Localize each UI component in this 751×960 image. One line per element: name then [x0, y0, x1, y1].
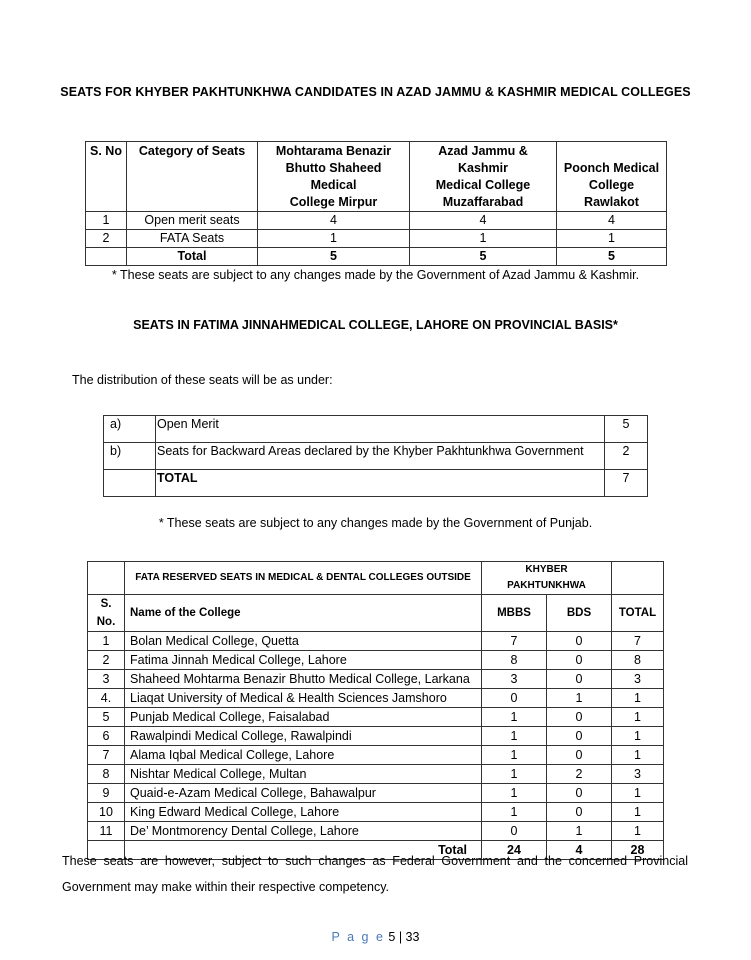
cell-mirpur: 4	[258, 212, 410, 230]
header-mirpur-line2: Bhutto Shaheed Medical	[285, 161, 382, 192]
table-title-right: KHYBER PAKHTUNKHWA	[482, 562, 612, 595]
table-row	[88, 784, 664, 803]
table-row	[88, 727, 664, 746]
cell-sno: 11	[88, 822, 125, 841]
table-row	[88, 822, 664, 841]
total-bds: 4	[547, 841, 612, 860]
cell-bds: 2	[547, 765, 612, 784]
cell-bds: 0	[547, 670, 612, 689]
cell-sno: 7	[88, 746, 125, 765]
cell-mbbs: 8	[482, 651, 547, 670]
page-footer	[0, 930, 751, 944]
cell-total: 7	[612, 632, 664, 651]
header-category: Category of Seats	[127, 142, 258, 212]
cell-rawlakot: 1	[557, 230, 667, 248]
cell-college-name: Rawalpindi Medical College, Rawalpindi	[125, 727, 482, 746]
note-ajk: * These seats are subject to any changes made by the Government of Azad Jammu & Kashmir.	[111, 268, 640, 282]
note-punjab: * These seats are subject to any changes made by the Government of Punjab.	[158, 516, 593, 530]
table-total-row	[86, 248, 667, 266]
cell-total: 1	[612, 746, 664, 765]
page-word: P a g e	[331, 930, 385, 944]
heading-fatima-jinnah: SEATS IN FATIMA JINNAHMEDICAL COLLEGE, LAHORE ON PROVINCIAL BASIS*	[133, 318, 618, 332]
cell-category: FATA Seats	[127, 230, 258, 248]
table-header-row	[86, 142, 667, 212]
cell-bds: 0	[547, 784, 612, 803]
heading-ajk-seats: SEATS FOR KHYBER PAKHTUNKHWA CANDIDATES IN AZAD JAMMU & KASHMIR MEDICAL COLLEGES	[60, 85, 691, 99]
header-college-name: Name of the College	[125, 595, 482, 632]
cell-bds: 0	[547, 803, 612, 822]
cell-sno: 3	[88, 670, 125, 689]
cell-college-name: Alama Iqbal Medical College, Lahore	[125, 746, 482, 765]
header-mirpur-line1: Mohtarama Benazir	[275, 144, 392, 158]
row-label	[104, 470, 156, 497]
cell-bds: 0	[547, 727, 612, 746]
cell-college-name: Punjab Medical College, Faisalabad	[125, 708, 482, 727]
cell-sno: 6	[88, 727, 125, 746]
header-mirpur	[258, 142, 410, 212]
header-muzaffarabad-line2: Medical College	[435, 178, 531, 192]
row-value: 7	[605, 470, 648, 497]
table-row	[88, 708, 664, 727]
cell-bds: 0	[547, 632, 612, 651]
header-bds: BDS	[547, 595, 612, 632]
table-row	[86, 230, 667, 248]
row-value: 5	[605, 416, 648, 443]
cell-mbbs: 7	[482, 632, 547, 651]
table-row	[88, 689, 664, 708]
ajk-seats-table	[85, 141, 667, 266]
cell-rawlakot: 4	[557, 212, 667, 230]
cell-total: 1	[612, 689, 664, 708]
cell-bds: 1	[547, 822, 612, 841]
cell-rawlakot: 5	[557, 248, 667, 266]
page-number: 5 | 33	[388, 930, 420, 944]
cell-category: Total	[127, 248, 258, 266]
row-label: a)	[104, 416, 156, 443]
total-total: 28	[612, 841, 664, 860]
cell-total: 1	[612, 822, 664, 841]
cell-mbbs: 0	[482, 822, 547, 841]
cell-college-name: King Edward Medical College, Lahore	[125, 803, 482, 822]
table-row	[104, 443, 648, 470]
cell-sno: 1	[86, 212, 127, 230]
cell-college-name: Shaheed Mohtarma Benazir Bhutto Medical College, Larkana	[125, 670, 482, 689]
header-muzaffarabad-line1: Azad Jammu & Kashmir	[438, 144, 528, 175]
header-muzaffarabad	[410, 142, 557, 212]
cell-bds: 1	[547, 689, 612, 708]
cell-college-name: De’ Montmorency Dental College, Lahore	[125, 822, 482, 841]
total-mbbs: 24	[482, 841, 547, 860]
cell-mbbs: 0	[482, 689, 547, 708]
header-sno: S. No	[86, 142, 127, 212]
intro-text: The distribution of these seats will be as under:	[72, 373, 333, 387]
table-row	[104, 416, 648, 443]
fjmc-distribution-table	[103, 415, 648, 497]
cell-category: Open merit seats	[127, 212, 258, 230]
header-sno: S. No.	[88, 595, 125, 632]
title-empty-cell	[612, 562, 664, 595]
cell-bds: 0	[547, 746, 612, 765]
fata-reserved-seats-table	[87, 561, 664, 860]
header-rawlakot-line2: College Rawlakot	[584, 178, 639, 209]
cell-total: 3	[612, 670, 664, 689]
cell-muzaffarabad: 5	[410, 248, 557, 266]
cell-college-name: Liaqat University of Medical & Health Sciences Jamshoro	[125, 689, 482, 708]
cell-mbbs: 1	[482, 803, 547, 822]
cell-college-name: Bolan Medical College, Quetta	[125, 632, 482, 651]
cell-sno: 2	[86, 230, 127, 248]
closing-paragraph: These seats are however, subject to such changes as Federal Government and the concerned Provincial Government may make within their respective competency.	[62, 854, 688, 894]
cell-mirpur: 5	[258, 248, 410, 266]
cell-bds: 0	[547, 651, 612, 670]
total-label: Total	[125, 841, 482, 860]
cell-mbbs: 1	[482, 784, 547, 803]
table-row	[86, 212, 667, 230]
cell-college-name: Quaid-e-Azam Medical College, Bahawalpur	[125, 784, 482, 803]
cell-mbbs: 1	[482, 708, 547, 727]
table-total-row	[104, 470, 648, 497]
cell-bds: 0	[547, 708, 612, 727]
cell-sno: 4.	[88, 689, 125, 708]
table-title-left: FATA RESERVED SEATS IN MEDICAL & DENTAL COLLEGES OUTSIDE	[125, 562, 482, 595]
cell-sno: 9	[88, 784, 125, 803]
row-description: Seats for Backward Areas declared by the Khyber Pakhtunkhwa Government	[156, 443, 605, 470]
header-mirpur-line3: College Mirpur	[289, 195, 378, 209]
cell-muzaffarabad: 4	[410, 212, 557, 230]
cell-mbbs: 3	[482, 670, 547, 689]
header-total: TOTAL	[612, 595, 664, 632]
row-value: 2	[605, 443, 648, 470]
cell-total: 3	[612, 765, 664, 784]
table-header-row	[88, 595, 664, 632]
table-row	[88, 651, 664, 670]
row-description: TOTAL	[156, 470, 605, 497]
cell-mbbs: 1	[482, 765, 547, 784]
table-row	[88, 632, 664, 651]
header-rawlakot	[557, 142, 667, 212]
row-label: b)	[104, 443, 156, 470]
cell-mbbs: 1	[482, 727, 547, 746]
table-row	[88, 670, 664, 689]
cell-sno: 1	[88, 632, 125, 651]
cell-total: 8	[612, 651, 664, 670]
cell-college-name: Nishtar Medical College, Multan	[125, 765, 482, 784]
header-rawlakot-line1: Poonch Medical	[563, 161, 660, 175]
row-description: Open Merit	[156, 416, 605, 443]
cell-sno: 8	[88, 765, 125, 784]
cell-sno: 10	[88, 803, 125, 822]
cell-muzaffarabad: 1	[410, 230, 557, 248]
cell-total: 1	[612, 803, 664, 822]
cell-mbbs: 1	[482, 746, 547, 765]
cell-sno: 5	[88, 708, 125, 727]
cell-sno	[86, 248, 127, 266]
table-row	[88, 746, 664, 765]
table-row	[88, 765, 664, 784]
header-muzaffarabad-line3: Muzaffarabad	[442, 195, 524, 209]
header-mbbs: MBBS	[482, 595, 547, 632]
table-title-row	[88, 562, 664, 595]
cell-total: 1	[612, 708, 664, 727]
title-empty-cell	[88, 562, 125, 595]
table-row	[88, 803, 664, 822]
table-body	[88, 632, 664, 841]
cell-total: 1	[612, 784, 664, 803]
cell-mirpur: 1	[258, 230, 410, 248]
cell-total: 1	[612, 727, 664, 746]
cell-college-name: Fatima Jinnah Medical College, Lahore	[125, 651, 482, 670]
cell-sno: 2	[88, 651, 125, 670]
